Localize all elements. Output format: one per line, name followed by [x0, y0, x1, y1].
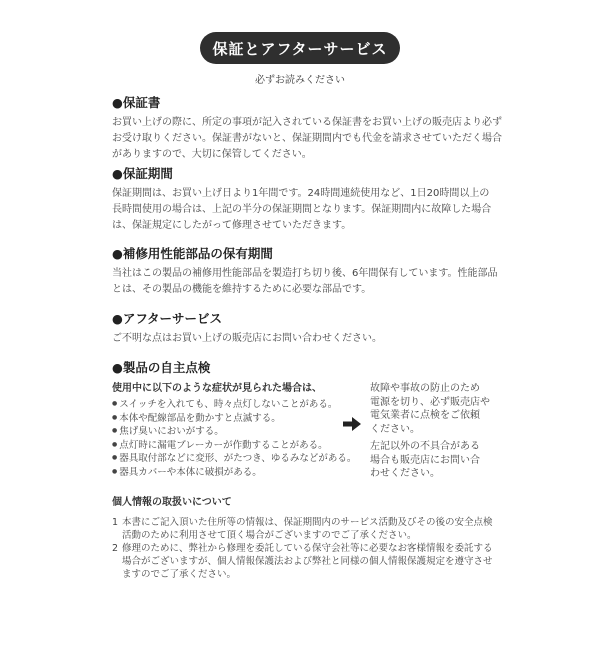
- section-heading-period: ●保証期間: [112, 166, 173, 181]
- section-warranty-period: [112, 166, 492, 234]
- body-line: 場合がございますが、個人情報保護法および弊社と同様の個人情報保護規定を遵守させ: [122, 556, 493, 567]
- page-title: 保証とアフターサービス: [212, 39, 388, 58]
- page-title-badge: [200, 32, 400, 64]
- symptom-item: ● 器具取付部などに変形、がたつき、ゆるみなどがある。: [112, 452, 332, 466]
- body-line: ご不明な点はお買い上げの販売店にお問い合わせください。: [112, 333, 382, 344]
- symptom-list-block: [112, 382, 357, 479]
- arrow-right-icon: [343, 417, 361, 431]
- section-self-inspection: [112, 360, 492, 376]
- symptom-list: [112, 398, 357, 479]
- section-heading-warranty: ●保証書: [112, 95, 161, 110]
- body-line: お買い上げの際に、所定の事項が記入されている保証書をお買い上げの販売店より必ず: [112, 117, 502, 128]
- advice-line: 故障や事故の防止のため: [370, 383, 480, 394]
- privacy-item: [112, 516, 502, 542]
- section-heading-parts: ●補修用性能部品の保有期間: [112, 246, 273, 261]
- advice-line: 電気業者に点検をご依頼: [370, 410, 480, 421]
- privacy-item-text: [122, 516, 493, 542]
- advice-text: [370, 382, 495, 481]
- body-line: 活動のために利用させて頂く場合がございますのでご了承ください。: [122, 530, 417, 541]
- advice-line: わせください。: [370, 468, 440, 479]
- advice-line: ください。: [370, 423, 420, 435]
- body-line: 当社はこの製品の補修用性能部品を製造打ち切り後、6年間保有しています。性能部品: [112, 268, 498, 279]
- advice-line: 電源を切り、必ず販売店や: [370, 396, 490, 408]
- symptom-lead: 使用中に以下のような症状が見られた場合は、: [112, 383, 322, 394]
- body-line: 本書にご記入頂いた住所等の情報は、保証期間内のサービス活動及びその後の安全点検: [122, 517, 493, 528]
- body-line: 長時間使用の場合は、上記の半分の保証期間となります。保証期間内に故障した場合: [112, 204, 492, 215]
- symptom-item: ● 点灯時に漏電ブレーカーが作動することがある。: [112, 439, 332, 453]
- body-line: 修理のために、弊社から修理を委託している保守会社等に必要なお客様情報を委託する: [122, 543, 493, 554]
- body-line: ますのでご了承ください。: [122, 569, 237, 580]
- section-warranty: [112, 95, 502, 163]
- section-body-after-service: [112, 331, 492, 347]
- section-privacy: [112, 496, 502, 581]
- symptom-item: ● スイッチを入れても、時々点灯しないことがある。: [112, 398, 332, 412]
- privacy-item-number: 1: [112, 517, 119, 528]
- section-body-period: [112, 186, 492, 234]
- section-body-parts: [112, 266, 498, 298]
- section-heading-privacy: 個人情報の取扱いについて: [112, 497, 232, 508]
- body-line: お受け取りください。保証書がないと、保証期間内でも代金を請求させていただく場合: [112, 133, 502, 144]
- section-after-service: [112, 311, 492, 347]
- section-parts-retention: [112, 246, 498, 298]
- privacy-item: [112, 542, 502, 581]
- section-body-warranty: [112, 115, 502, 163]
- page-subtitle: 必ずお読みください: [255, 75, 345, 86]
- body-line: は、保証規定にしたがって修理させていただきます。: [112, 220, 352, 231]
- privacy-item-number: 2: [112, 543, 119, 554]
- section-heading-self-inspection: ●製品の自主点検: [112, 360, 211, 375]
- symptom-item: ● 焦げ臭いにおいがする。: [112, 425, 332, 439]
- body-line: 保証期間は、お買い上げ日より1年間です。24時間連続使用など、1日20時間以上の: [112, 188, 490, 199]
- privacy-item-text: [122, 542, 493, 581]
- body-line: がありますので、大切に保管してください。: [112, 149, 312, 160]
- section-heading-after-service: ●アフターサービス: [112, 311, 223, 326]
- symptom-item: ● 器具カバーや本体に破損がある。: [112, 466, 332, 480]
- self-inspection-block: [112, 382, 492, 482]
- advice-line: 左記以外の不具合がある: [370, 441, 480, 452]
- body-line: とは、その製品の機能を維持するために必要な部品です。: [112, 284, 372, 295]
- advice-line: 場合も販売店にお問い合: [370, 454, 480, 466]
- symptom-item: ● 本体や配線部品を動かすと点滅する。: [112, 412, 332, 426]
